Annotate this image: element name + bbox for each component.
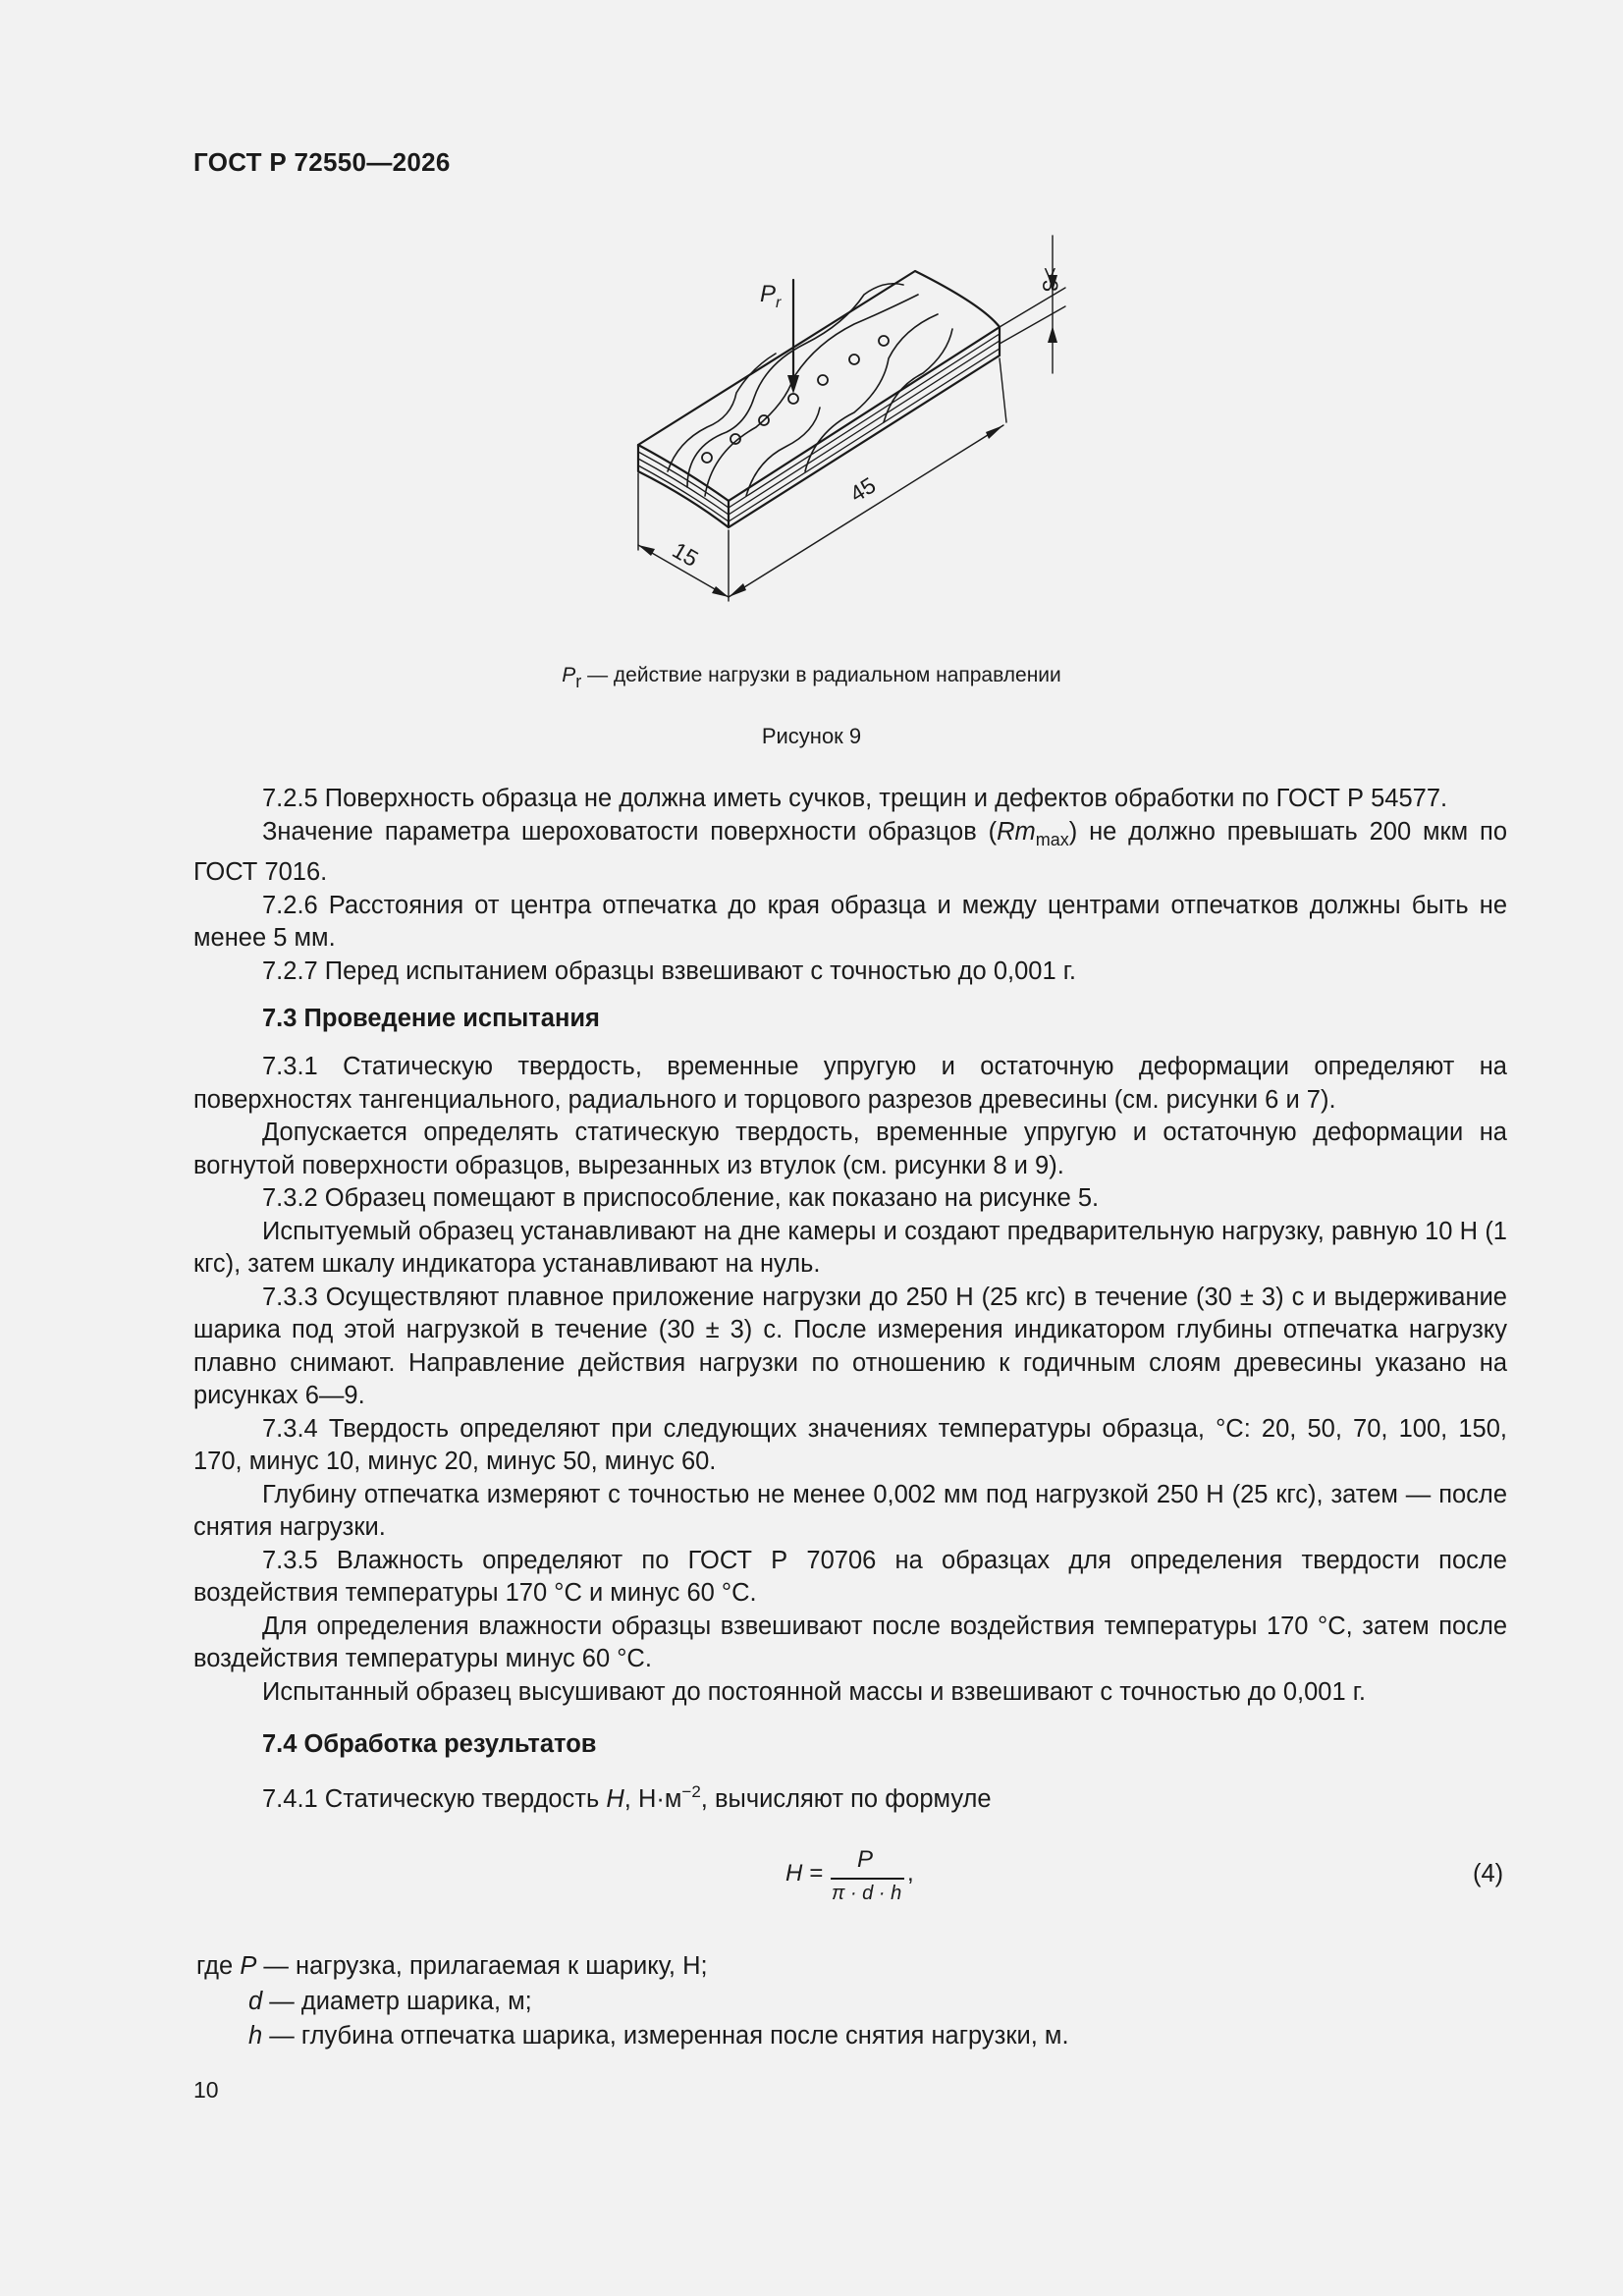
formula-lhs: H = <box>785 1860 824 1886</box>
width-label: 15 <box>668 536 703 573</box>
paragraph-7-2-5: 7.2.5 Поверхность образца не должна иметь сучков, трещин и дефектов обработки по ГОСТ Р 54577. <box>262 785 1448 812</box>
figure-title: Рисунок 9 <box>761 724 862 748</box>
hardness-symbol: H <box>606 1785 624 1813</box>
paragraph-7-3-3: 7.3.3 Осуществляют плавное приложение нагрузки до 250 Н (25 кгс) в течение (30 ± 3) с и выдерживание шарика под этой нагрузкой в течение (30 ± 3) с. После измерения индикатором глубины отпечатка нагрузку плавно снимают. Направление действия нагрузки по отношению к годичным слоям древесины указано на рисунках 6—9. <box>193 1283 1507 1409</box>
specimen-end-face <box>638 445 729 527</box>
equation-number: (4) <box>1473 1860 1504 1887</box>
paragraph-7-3-5c: Испытанный образец высушивают до постоянной массы и взвешивают с точностью до 0,001 г. <box>262 1677 1367 1706</box>
dimension-line-length <box>729 425 1003 597</box>
symbol-legend-row: d — диаметр шарика, м; <box>248 1987 532 2015</box>
depth-label: >3 <box>1038 267 1062 293</box>
paragraph-7-3-4b: Глубину отпечатка измеряют с точностью не менее 0,002 мм под нагрузкой 250 Н (25 кгс), затем — после снятия нагрузки. <box>193 1480 1507 1541</box>
figure-legend-symbol: P <box>562 664 576 686</box>
length-label: 45 <box>844 471 881 508</box>
roughness-symbol: Rm <box>997 817 1036 846</box>
specimen-drawing <box>619 226 1080 619</box>
paragraph-7-3-2b: Испытуемый образец устанавливают на дне камеры и создают предварительную нагрузку, равную 10 Н (1 кгс), затем шкалу индикатора устанавливают на нуль. <box>193 1217 1507 1278</box>
specimen-top-face <box>638 271 1000 501</box>
symbol-legend-row: h — глубина отпечатка шарика, измеренная после снятия нагрузки, м. <box>248 2022 1069 2050</box>
paragraph-7-3-1: 7.3.1 Статическую твердость, временные упругую и остаточную деформации определяют на поверхностях тангенциального, радиального и торцового разрезов древесины (см. рисунки 6 и 7). <box>193 1053 1507 1114</box>
paragraph-7-4-1: 7.4.1 Статическую твердость H, $Н\cdot м^{-2}$, вычисляют по формуле <box>262 1782 992 1813</box>
formula-numerator: P <box>857 1846 874 1873</box>
figure-legend <box>0 664 1623 692</box>
section-7-3-heading: 7.3 Проведение испытания <box>262 1005 600 1032</box>
symbol-legend <box>196 1949 1069 2054</box>
force-label: $P_r$ <box>760 281 782 311</box>
paragraph-7-3-5: 7.3.5 Влажность определяют по ГОСТ Р 70706 на образцах для определения твердости после воздействия температуры 170 °С и минус 60 °С. <box>193 1546 1507 1607</box>
indent-mark <box>879 336 889 346</box>
indent-mark <box>788 394 798 404</box>
paragraph-7-2-6: 7.2.6 Расстояния от центра отпечатка до края образца и между центрами отпечатков должны быть не менее 5 мм. <box>193 891 1507 952</box>
indent-mark <box>818 375 828 385</box>
indent-mark <box>702 453 712 463</box>
document-code: ГОСТ Р 72550—2026 <box>193 147 451 177</box>
section-7-4-heading: 7.4 Обработка результатов <box>262 1730 597 1758</box>
page-number: 10 <box>193 2077 219 2103</box>
formula-4 <box>0 1846 1623 1915</box>
where-lead: где <box>196 1952 234 1980</box>
paragraph-7-3-2: 7.3.2 Образец помещают в приспособление, как показано на рисунке 5. <box>262 1184 1100 1212</box>
section-7-3-heading-wrap <box>193 1003 1507 1036</box>
clause-7-2-block <box>193 783 1507 988</box>
formula-comma: , <box>907 1860 914 1886</box>
paragraph-7-3-1b: Допускается определять статическую твердость, временные упругую и остаточную деформации на вогнутой поверхности образцов, вырезанных из втулок (см. рисунки 8 и 9). <box>193 1119 1507 1179</box>
paragraph-roughness: Значение параметра шероховатости поверхности образцов $(Rm_{max})$ не должно превышать 200 мкм по ГОСТ 7016. <box>193 817 1508 886</box>
paragraph-7-3-5b: Для определения влажности образцы взвешивают после воздействия температуры 170 °С, затем после воздействия температуры минус 60 °С. <box>193 1612 1507 1672</box>
fraction-bar <box>831 1878 904 1880</box>
clause-7-3-block <box>193 1051 1507 1709</box>
figure-legend-subscript: r <box>575 672 582 691</box>
paragraph-7-3-4: 7.3.4 Твердость определяют при следующих значениях температуры образца, °С: 20, 50, 70, 100, 150, 170, минус 10, минус 20, минус 50, минус 60. <box>193 1414 1507 1475</box>
section-7-4-heading-wrap <box>193 1728 1507 1762</box>
figure-legend-text: — действие нагрузки в радиальном направлении <box>581 664 1061 686</box>
formula-denominator: π · d · h <box>832 1883 902 1904</box>
indent-mark <box>849 355 859 364</box>
symbol-legend-row: где P — нагрузка, прилагаемая к шарику, Н; <box>196 1952 708 1980</box>
clause-7-4-block <box>193 1776 1507 1817</box>
paragraph-7-2-7: 7.2.7 Перед испытанием образцы взвешивают с точностью до 0,001 г. <box>262 957 1076 985</box>
